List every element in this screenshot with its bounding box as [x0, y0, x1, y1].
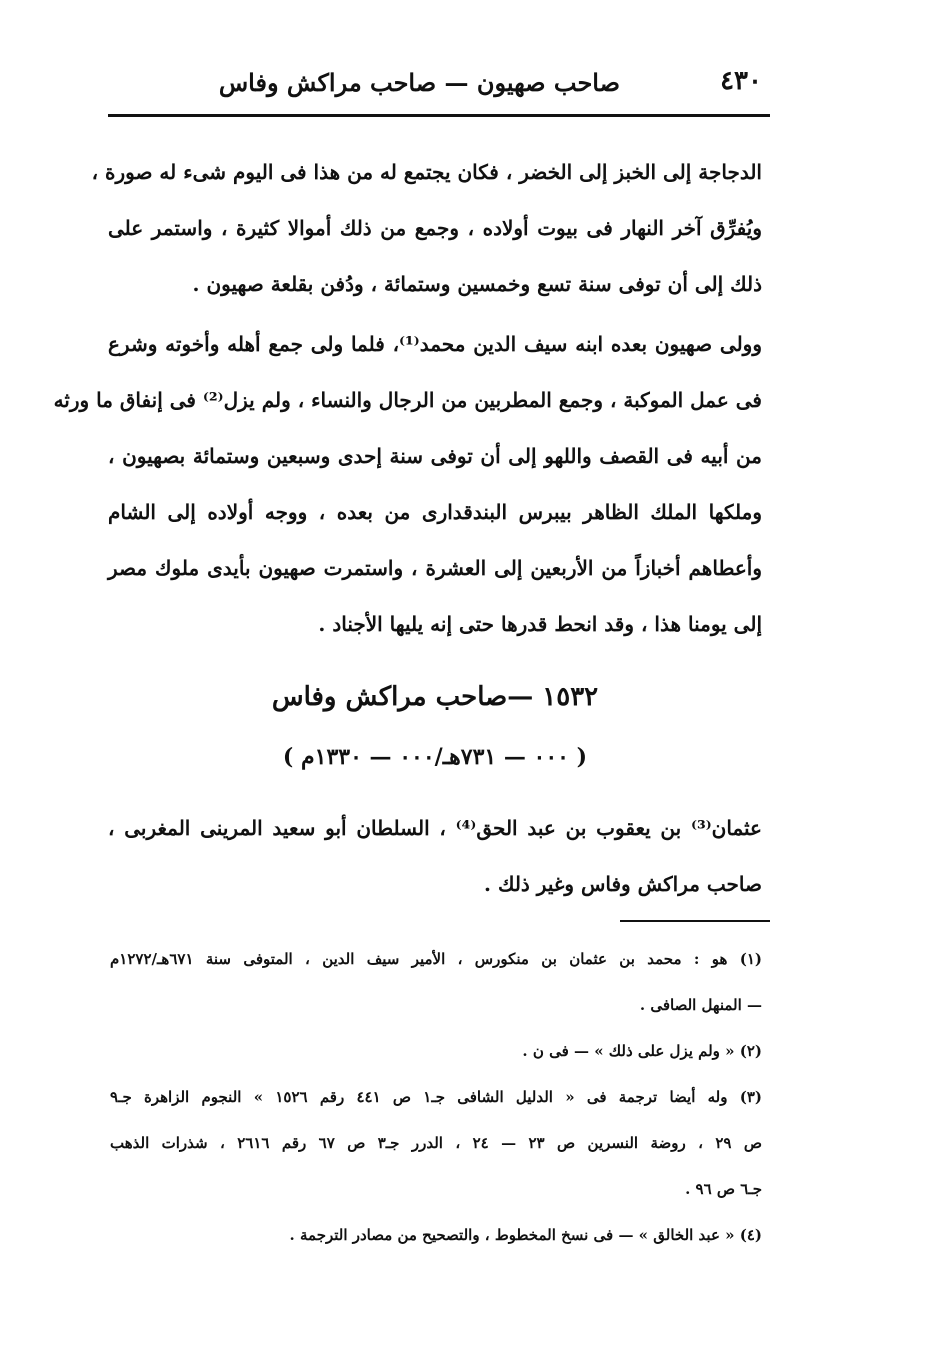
entry-dates: ( ٠٠٠ — ٧٣١هـ/٠٠٠ — ١٣٣٠م ): [282, 744, 588, 770]
text-line: الدجاجة إلى الخبز إلى الخضر ، فكان يجتمع له من هذا فى اليوم شىء له صورة ،: [91, 160, 762, 184]
footnote-line: ص ٢٩ ، روضة النسرين ص ٢٣ — ٢٤ ، الدرر جـ٣ ص ٦٧ رقم ٢٦١٦ ، شذرات الذهب: [110, 1134, 763, 1152]
footnote-line: جـ٦ ص ٩٦ .: [685, 1180, 762, 1198]
text-line: ذلك إلى أن توفى سنة تسع وخمسين وستمائة ، ودُفن بقلعة صهيون .: [192, 272, 762, 296]
text-line: فى عمل الموكبة ، وجمع المطربين من الرجال والنساء ، ولم يزل⁽²⁾ فى إنفاق ما ورثه: [53, 388, 762, 412]
footnote-line: (٤) « عبد الخالق » — فى نسخ المخطوط ، والتصحيح من مصادر الترجمة .: [289, 1226, 762, 1244]
text-line: من أبيه فى القصف واللهو إلى أن توفى سنة إحدى وسبعين وستمائة بصهيون ،: [108, 444, 762, 468]
running-title: صاحب صهيون — صاحب مراكش وفاس: [218, 68, 620, 97]
text-line: وولى صهيون بعده ابنه سيف الدين محمد⁽¹⁾، فلما ولى جمع أهله وأخوته وشرع: [108, 332, 762, 356]
header-rule: [108, 114, 770, 117]
footnote-line: (١) هو : محمد بن عثمان بن منكورس ، الأمير سيف الدين ، المتوفى سنة ٦٧١هـ/١٢٧٢م: [110, 950, 762, 968]
footnotes: [110, 936, 762, 1258]
entry-title: ١٥٣٢ —صاحب مراكش وفاس: [271, 682, 599, 712]
footnote-rule: [620, 920, 770, 922]
text-line: وملكها الملك الظاهر بيبرس البندقدارى من بعده ، ووجه أولاده إلى الشام: [108, 500, 762, 524]
text-line: عثمان⁽³⁾ بن يعقوب بن عبد الحق⁽⁴⁾ ، السلطان أبو سعيد المرينى المغربى ،: [108, 816, 762, 840]
paragraph-1: [91, 144, 762, 312]
text-line: ويُفرِّق آخر النهار فى بيوت أولاده ، وجمع من ذلك أموالا كثيرة ، واستمر على: [108, 216, 762, 240]
text-line: صاحب مراكش وفاس وغير ذلك .: [484, 872, 762, 896]
page-number: ٤٣٠: [720, 66, 762, 96]
footnote-line: (٣) وله أيضا ترجمة فى « الدليل الشافى جـ١ ص ٤٤١ رقم ١٥٢٦ » النجوم الزاهرة جـ٩: [110, 1088, 762, 1106]
paragraph-3: [108, 800, 762, 912]
footnote-line: — المنهل الصافى .: [639, 996, 762, 1014]
text-line: إلى يومنا هذا ، وقد انحط قدرها حتى إنه يليها الأجناد .: [318, 612, 762, 636]
text-line: وأعطاهم أخبازاً من الأربعين إلى العشرة ، واستمرت صهيون بأيدى ملوك مصر: [108, 556, 762, 580]
footnote-line: (٢) « ولم يزل على ذلك » — فى ن .: [522, 1042, 762, 1060]
page-header: [108, 58, 770, 106]
paragraph-2: [53, 316, 762, 652]
